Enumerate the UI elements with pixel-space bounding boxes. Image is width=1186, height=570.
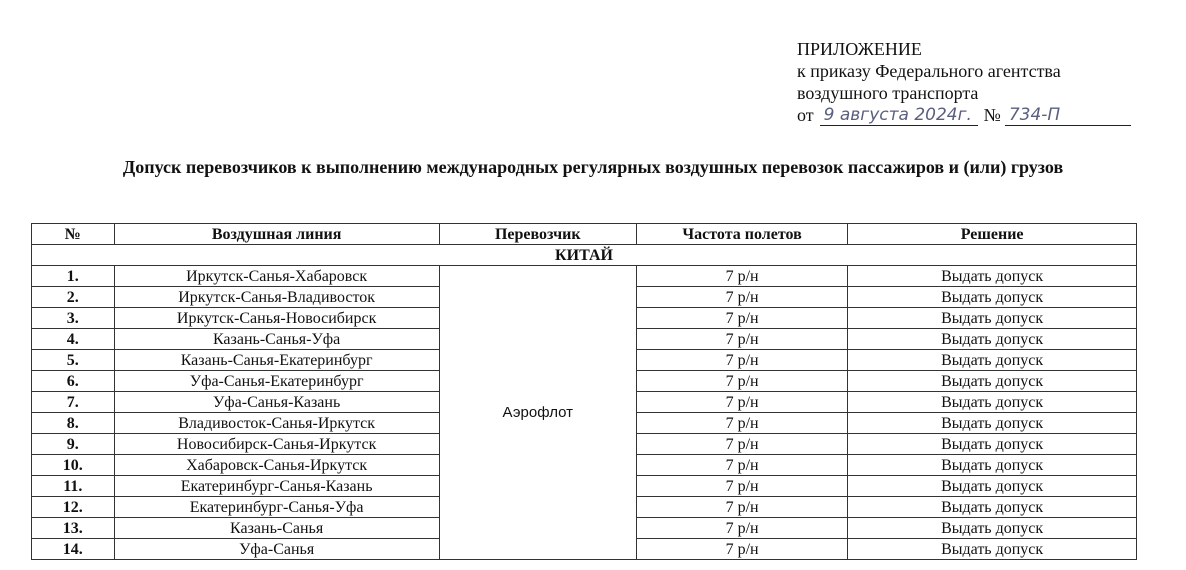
- header-carrier: Перевозчик: [439, 224, 636, 245]
- carrier-cell: Аэрофлот: [439, 266, 636, 560]
- row-decision: Выдать допуск: [848, 497, 1137, 518]
- row-route: Екатеринбург-Санья-Уфа: [114, 497, 439, 518]
- row-route: Хабаровск-Санья-Иркутск: [114, 455, 439, 476]
- row-decision: Выдать допуск: [848, 392, 1137, 413]
- row-route: Иркутск-Санья-Новосибирск: [114, 308, 439, 329]
- document-title: Допуск перевозчиков к выполнению международных регулярных воздушных перевозок пассажиров и (или) грузов: [122, 157, 1064, 177]
- row-route: Екатеринбург-Санья-Казань: [114, 476, 439, 497]
- row-frequency: 7 р/н: [636, 350, 847, 371]
- row-frequency: 7 р/н: [636, 434, 847, 455]
- order-date: 9 августа 2024г.: [820, 105, 978, 126]
- row-number: 1.: [32, 266, 115, 287]
- row-route: Иркутск-Санья-Владивосток: [114, 287, 439, 308]
- row-route: Уфа-Санья-Екатеринбург: [114, 371, 439, 392]
- group-row: [32, 245, 1137, 266]
- row-frequency: 7 р/н: [636, 476, 847, 497]
- row-decision: Выдать допуск: [848, 518, 1137, 539]
- header-decision: Решение: [848, 224, 1137, 245]
- order-number: 734-П: [1005, 105, 1131, 126]
- table-header-row: [32, 224, 1137, 245]
- row-decision: Выдать допуск: [848, 413, 1137, 434]
- appendix-line-2: воздушного транспорта: [797, 83, 979, 103]
- row-route: Уфа-Санья-Казань: [114, 392, 439, 413]
- row-number: 4.: [32, 329, 115, 350]
- number-label: №: [983, 105, 1001, 125]
- row-frequency: 7 р/н: [636, 266, 847, 287]
- row-route: Казань-Санья: [114, 518, 439, 539]
- table-row: [32, 266, 1137, 287]
- row-decision: Выдать допуск: [848, 287, 1137, 308]
- row-frequency: 7 р/н: [636, 287, 847, 308]
- row-frequency: 7 р/н: [636, 371, 847, 392]
- row-decision: Выдать допуск: [848, 434, 1137, 455]
- row-frequency: 7 р/н: [636, 308, 847, 329]
- row-decision: Выдать допуск: [848, 539, 1137, 560]
- row-frequency: 7 р/н: [636, 497, 847, 518]
- header-number: №: [32, 224, 115, 245]
- row-route: Владивосток-Санья-Иркутск: [114, 413, 439, 434]
- row-number: 8.: [32, 413, 115, 434]
- row-frequency: 7 р/н: [636, 455, 847, 476]
- row-decision: Выдать допуск: [848, 266, 1137, 287]
- row-decision: Выдать допуск: [848, 329, 1137, 350]
- from-label: от: [797, 105, 814, 125]
- row-route: Казань-Санья-Екатеринбург: [114, 350, 439, 371]
- row-frequency: 7 р/н: [636, 518, 847, 539]
- row-number: 13.: [32, 518, 115, 539]
- row-number: 5.: [32, 350, 115, 371]
- row-number: 14.: [32, 539, 115, 560]
- appendix-block: [797, 38, 1131, 126]
- row-number: 2.: [32, 287, 115, 308]
- row-number: 9.: [32, 434, 115, 455]
- row-number: 12.: [32, 497, 115, 518]
- admission-table: [31, 223, 1137, 560]
- row-route: Новосибирск-Санья-Иркутск: [114, 434, 439, 455]
- row-number: 7.: [32, 392, 115, 413]
- row-route: Уфа-Санья: [114, 539, 439, 560]
- order-reference: [797, 104, 1131, 126]
- group-label: КИТАЙ: [32, 245, 1137, 266]
- row-decision: Выдать допуск: [848, 308, 1137, 329]
- row-number: 6.: [32, 371, 115, 392]
- row-decision: Выдать допуск: [848, 350, 1137, 371]
- row-frequency: 7 р/н: [636, 329, 847, 350]
- row-frequency: 7 р/н: [636, 413, 847, 434]
- row-frequency: 7 р/н: [636, 392, 847, 413]
- header-route: Воздушная линия: [114, 224, 439, 245]
- row-decision: Выдать допуск: [848, 455, 1137, 476]
- row-number: 10.: [32, 455, 115, 476]
- row-route: Казань-Санья-Уфа: [114, 329, 439, 350]
- appendix-line-1: к приказу Федерального агентства: [797, 61, 1061, 81]
- row-route: Иркутск-Санья-Хабаровск: [114, 266, 439, 287]
- row-frequency: 7 р/н: [636, 539, 847, 560]
- header-frequency: Частота полетов: [636, 224, 847, 245]
- appendix-heading: ПРИЛОЖЕНИЕ: [797, 39, 922, 59]
- row-number: 3.: [32, 308, 115, 329]
- row-decision: Выдать допуск: [848, 371, 1137, 392]
- row-number: 11.: [32, 476, 115, 497]
- row-decision: Выдать допуск: [848, 476, 1137, 497]
